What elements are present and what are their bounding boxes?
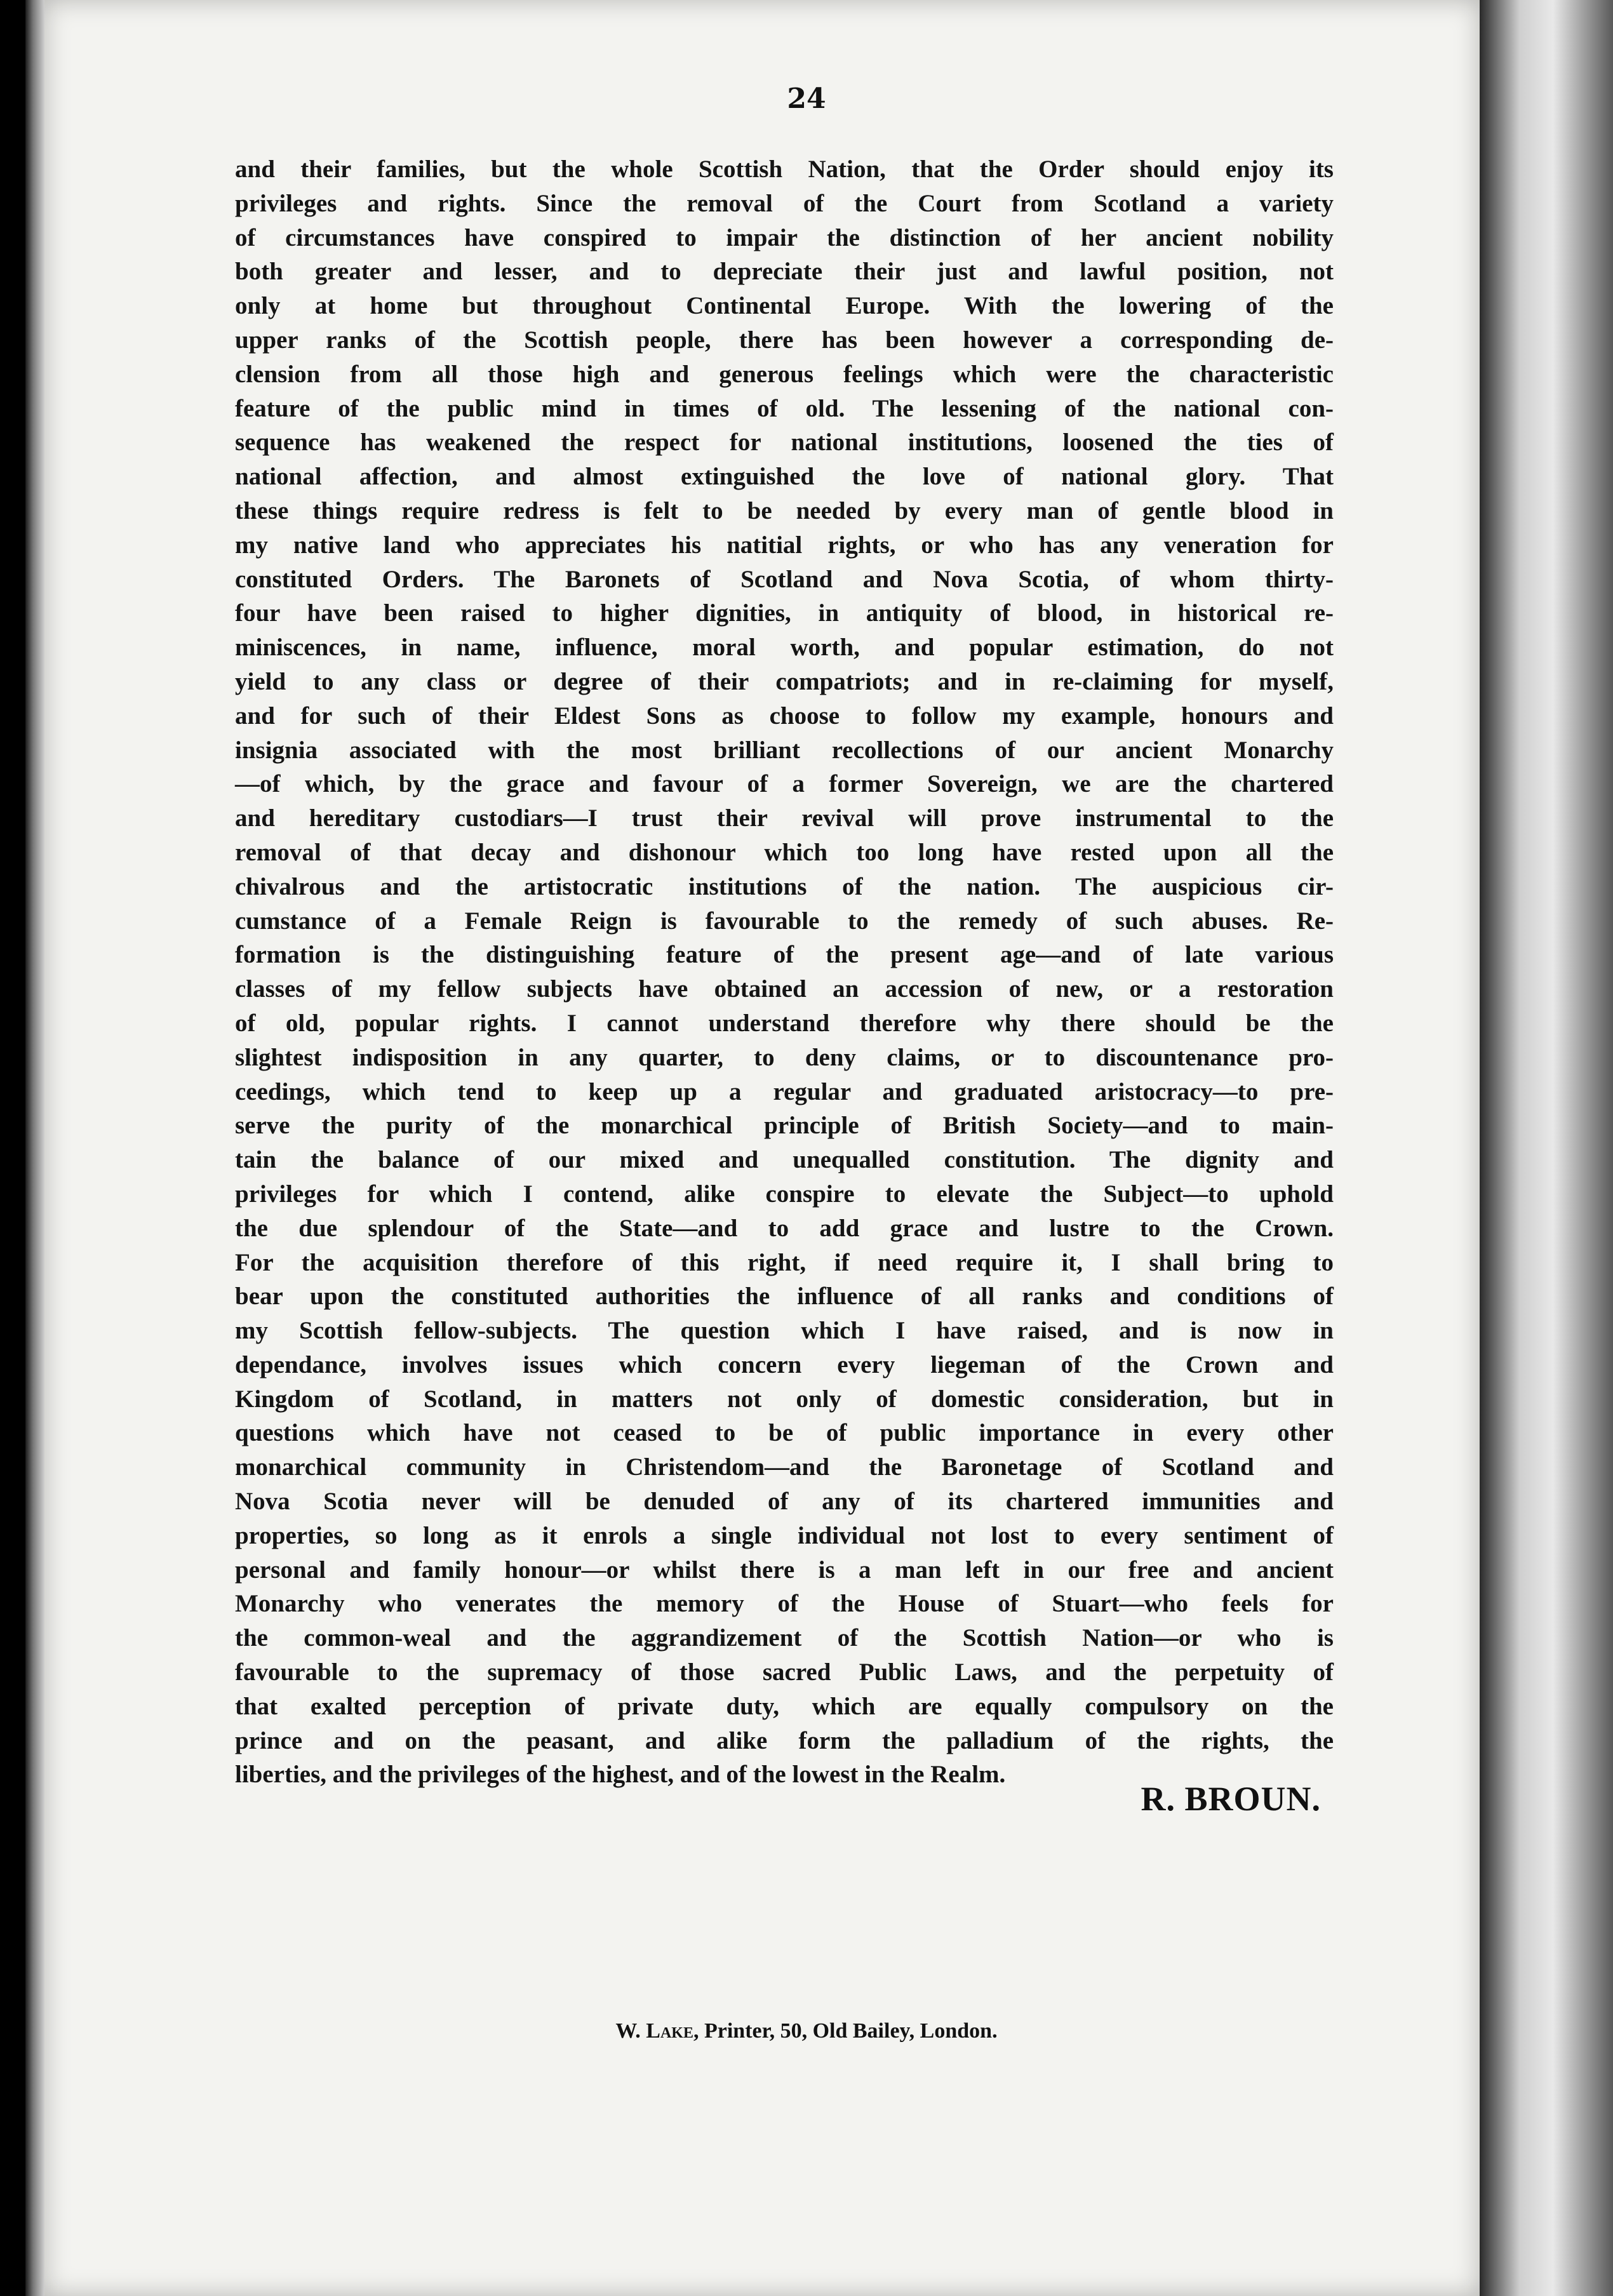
text-line: insignia associated with the most brilliant recollections of our ancient Monarchy [235,736,1334,764]
text-line: properties, so long as it enrols a single individual not lost to every sentiment of [235,1521,1334,1549]
page-number: 24 [787,83,826,115]
text-line: removal of that decay and dishonour which too long have rested upon all the [235,838,1334,866]
text-line: privileges for which I contend, alike conspire to elevate the Subject—to uphold [235,1180,1334,1208]
text-line: liberties, and the privileges of the highest, and of the lowest in the Realm. [235,1761,1006,1789]
text-line: formation is the distinguishing feature of the present age—and of late various [235,941,1334,969]
text-line: these things require redress is felt to be needed by every man of gentle blood in [235,497,1334,524]
text-line: of circumstances have conspired to impair the distinction of her ancient nobility [235,224,1334,251]
text-line: classes of my fellow subjects have obtained an accession of new, or a restoration [235,975,1334,1003]
page-gutter-right [1480,0,1613,2296]
text-line: favourable to the supremacy of those sacred Public Laws, and the perpetuity of [235,1659,1334,1686]
text-line: tain the balance of our mixed and unequalled constitution. The dignity and [235,1146,1334,1174]
text-line: privileges and rights. Since the removal of the Court from Scotland a variety [235,189,1334,217]
text-line: feature of the public mind in times of old. The lessening of the national con- [235,394,1334,422]
text-line: that exalted perception of private duty, which are equally compulsory on the [235,1692,1334,1720]
text-line: my native land who appreciates his natitial rights, or who has any veneration for [235,531,1334,559]
text-line: cumstance of a Female Reign is favourable to the remedy of such abuses. Re- [235,907,1334,935]
signature: R. BROUN. [1141,1780,1321,1818]
text-line: national affection, and almost extinguished the love of national glory. That [235,463,1334,491]
text-line: For the acquisition therefore of this right, if need require it, I shall bring to [235,1248,1334,1276]
text-line: only at home but throughout Continental Europe. With the lowering of the [235,292,1334,320]
text-line: prince and on the peasant, and alike form the palladium of the rights, the [235,1726,1334,1754]
text-line: four have been raised to higher dignities, in antiquity of blood, in historical re- [235,599,1334,627]
printer-imprint [0,2019,1613,2043]
text-line: Nova Scotia never will be denuded of any of its chartered immunities and [235,1488,1334,1516]
text-line: bear upon the constituted authorities the influence of all ranks and conditions of [235,1283,1334,1311]
text-line: slightest indisposition in any quarter, to deny claims, or to discountenance pro- [235,1043,1334,1071]
text-line: —of which, by the grace and favour of a former Sovereign, we are the chartered [235,770,1334,798]
text-line: the common-weal and the aggrandizement of the Scottish Nation—or who is [235,1624,1334,1652]
text-line: dependance, involves issues which concern every liegeman of the Crown and [235,1351,1334,1378]
text-line: serve the purity of the monarchical principle of British Society—and to main- [235,1112,1334,1140]
text-line: monarchical community in Christendom—and the Baronetage of Scotland and [235,1453,1334,1481]
text-line: personal and family honour—or whilst there is a man left in our free and ancient [235,1556,1334,1584]
text-line: clension from all those high and generous feelings which were the characteristic [235,360,1334,388]
text-line: Kingdom of Scotland, in matters not only of domestic consideration, but in [235,1385,1334,1413]
text-line: of old, popular rights. I cannot understand therefore why there should be the [235,1009,1334,1037]
text-line: sequence has weakened the respect for national institutions, loosened the ties of [235,429,1334,457]
body-text [235,152,1334,1792]
printer-name: W. Lake [615,2019,693,2043]
text-line: and hereditary custodiars—I trust their revival will prove instrumental to the [235,804,1334,832]
text-line: both greater and lesser, and to depreciate their just and lawful position, not [235,258,1334,286]
text-line: constituted Orders. The Baronets of Scotland and Nova Scotia, of whom thirty- [235,565,1334,593]
text-line: the due splendour of the State—and to add grace and lustre to the Crown. [235,1214,1334,1242]
text-line: miniscences, in name, influence, moral worth, and popular estimation, do not [235,634,1334,662]
text-line: Monarchy who venerates the memory of the House of Stuart—who feels for [235,1590,1334,1618]
text-line: and for such of their Eldest Sons as choose to follow my example, honours and [235,702,1334,730]
text-line: and their families, but the whole Scottish Nation, that the Order should enjoy its [235,156,1334,183]
text-line: ceedings, which tend to keep up a regular and graduated aristocracy—to pre- [235,1078,1334,1105]
text-line: yield to any class or degree of their compatriots; and in re-claiming for myself, [235,667,1334,695]
text-line: chivalrous and the artistocratic institutions of the nation. The auspicious cir- [235,872,1334,900]
text-line: my Scottish fellow-subjects. The question which I have raised, and is now in [235,1317,1334,1345]
text-line: upper ranks of the Scottish people, there has been however a corresponding de- [235,326,1334,354]
page-edge-left [25,0,44,2296]
printer-address: , Printer, 50, Old Bailey, London. [693,2019,998,2043]
text-line: questions which have not ceased to be of public importance in every other [235,1419,1334,1447]
